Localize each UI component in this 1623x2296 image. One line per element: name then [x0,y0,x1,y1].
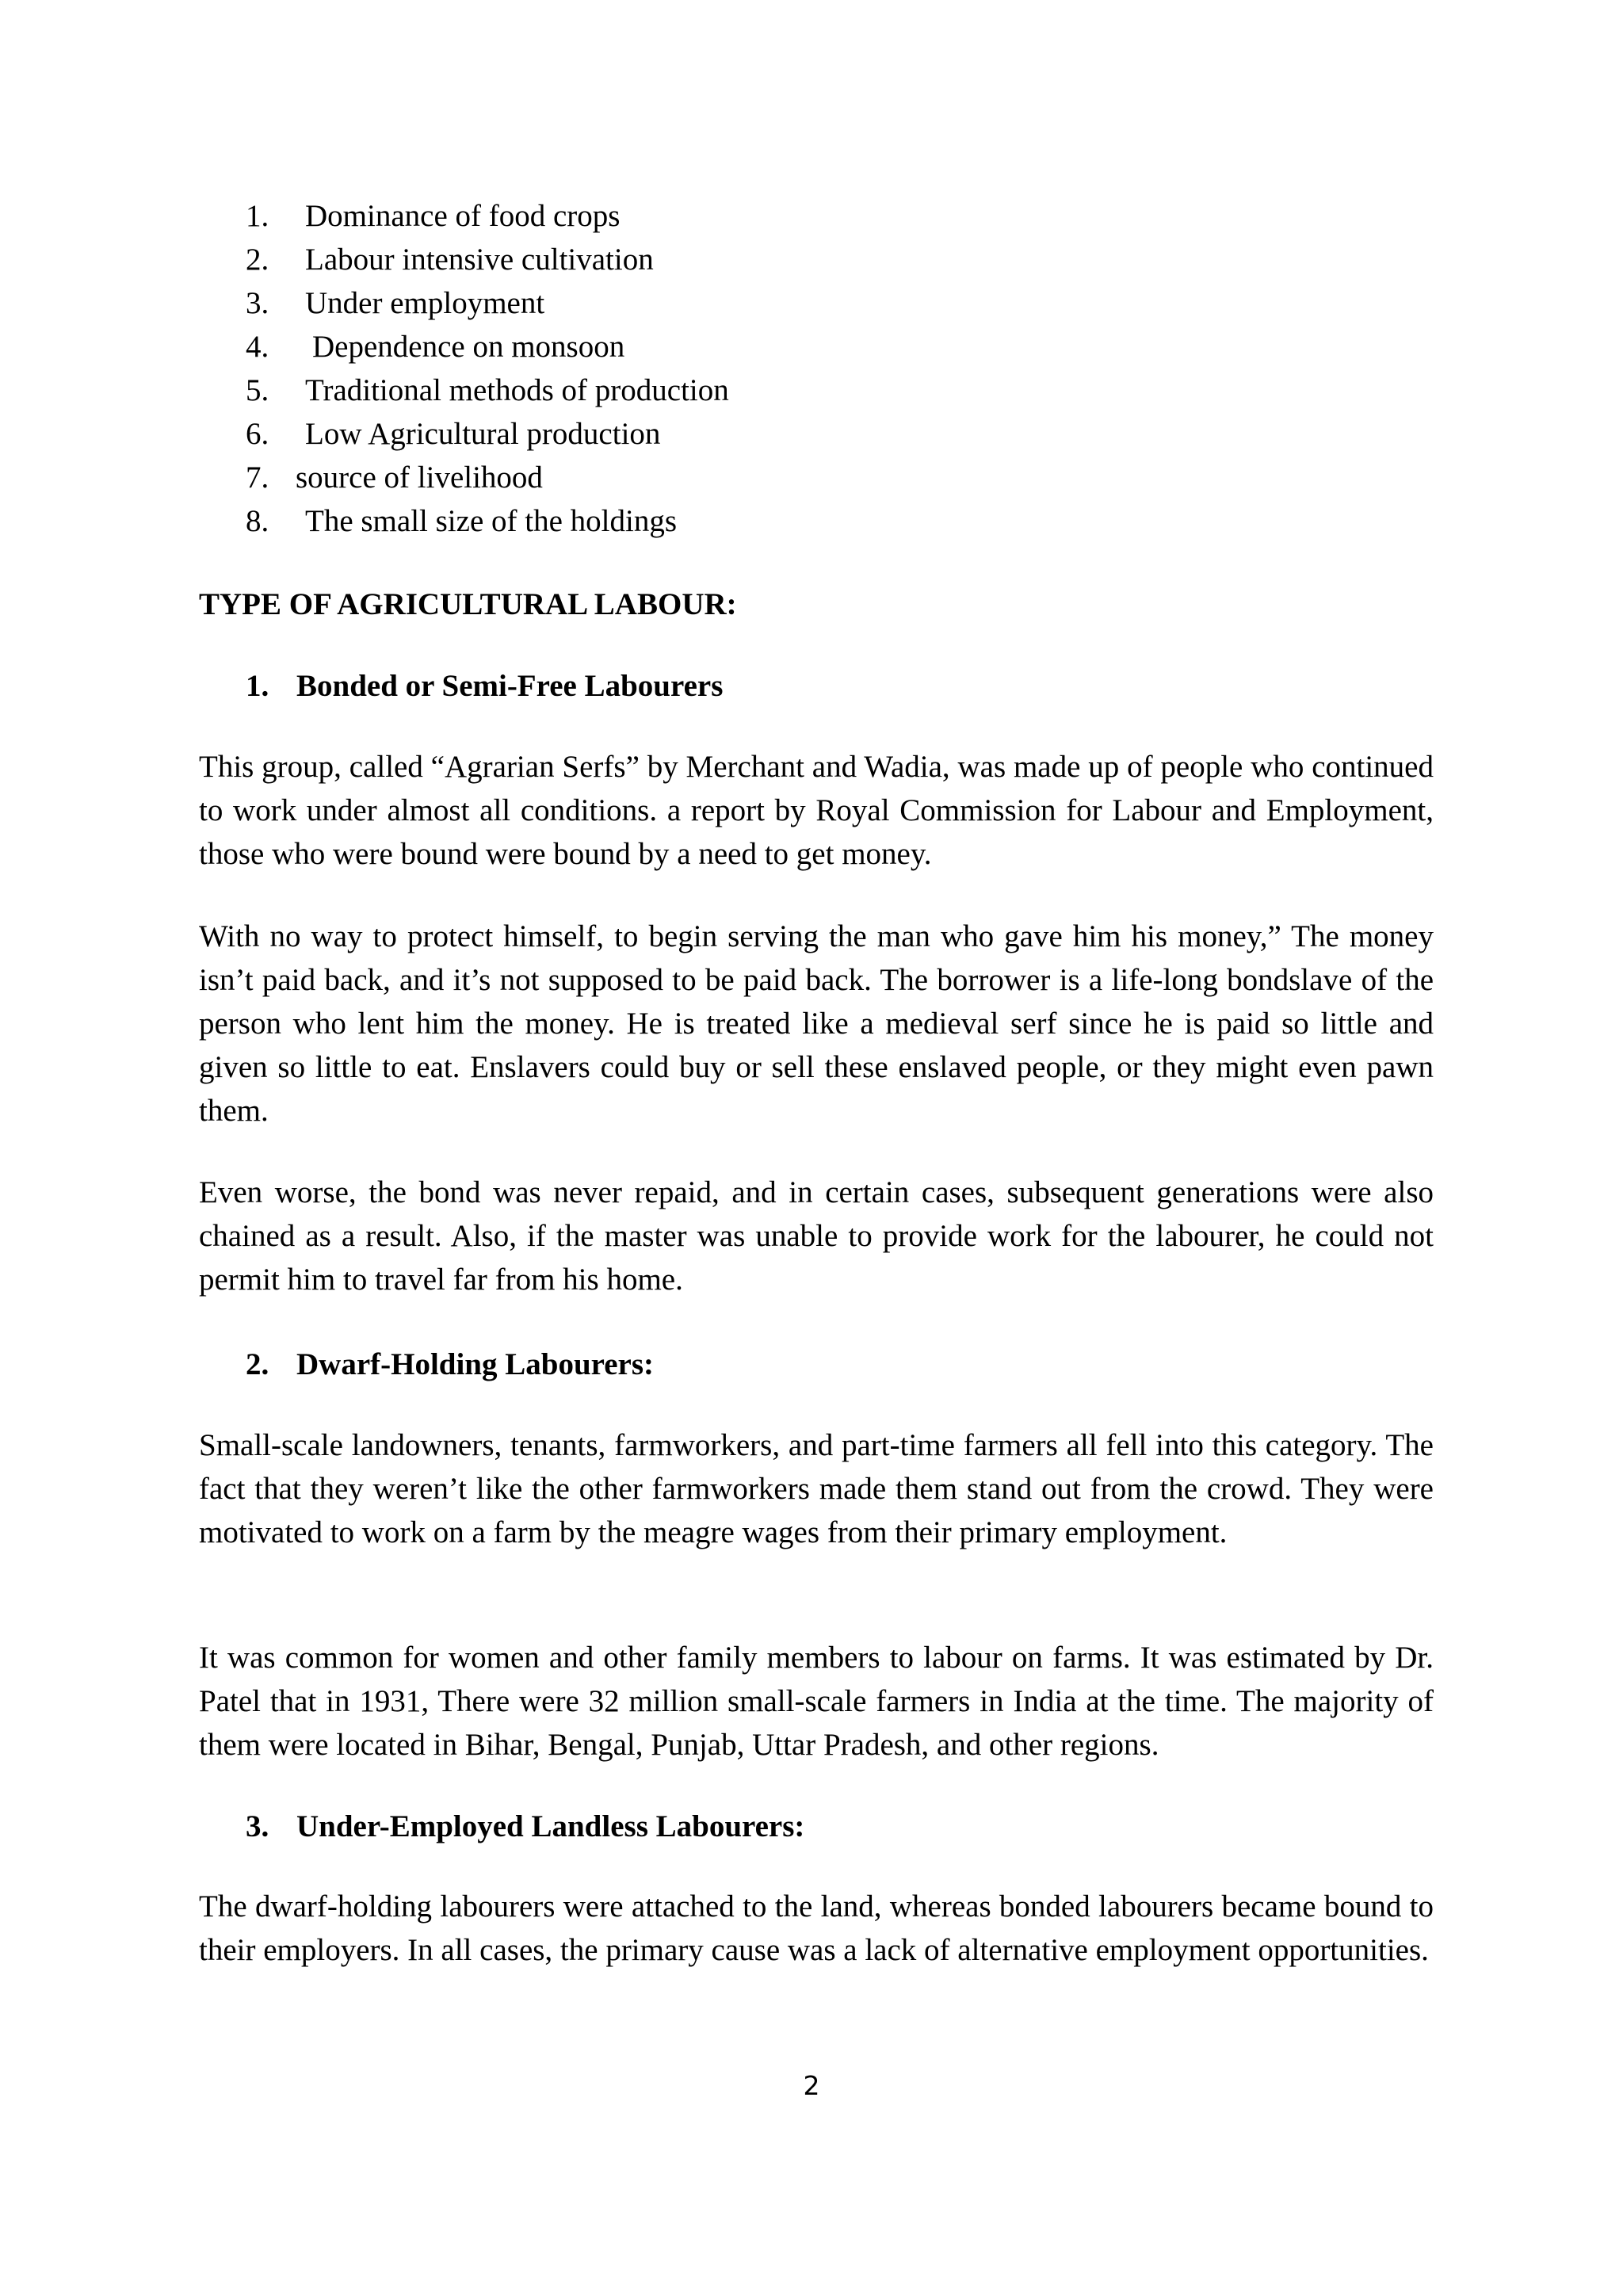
list-item-number: 1. [246,199,269,233]
paragraph: This group, called “Agrarian Serfs” by Merchant and Wadia, was made up of people who continued to work under almost all conditions. a report by Royal Commission for Labour and Employment, those who were bound were bound by a need to get money. [199,750,1434,871]
list-item-text: Under employment [305,286,545,320]
list-item-text: Low Agricultural production [305,417,661,451]
section-number: 1. [246,669,269,703]
section-heading [246,1805,804,1848]
list-item-text: source of livelihood [296,460,543,495]
section-number: 3. [246,1809,269,1843]
list-item-number: 8. [246,504,269,538]
paragraph: Even worse, the bond was never repaid, and in certain cases, subsequent generations were also chained as a result. Also, if the master was unable to provide work for the labourer, he could not permit him to travel far from his home. [199,1175,1434,1297]
section-title: Dwarf-Holding Labourers: [296,1347,655,1381]
section-heading [246,1343,654,1386]
section-title: Bonded or Semi-Free Labourers [296,669,724,703]
list-item-number: 5. [246,373,269,407]
list-item-number: 4. [246,330,269,364]
paragraph: Small-scale landowners, tenants, farmworkers, and part-time farmers all fell into this category. The fact that they weren’t like the other farmworkers made them stand out from the crowd. They were motivated to work on a farm by the meagre wages from their primary employment. [199,1428,1434,1549]
list-item-number: 3. [246,286,269,320]
paragraph: It was common for women and other family members to labour on farms. It was estimated by Dr. Patel that in 1931, There were 32 million small-scale farmers in India at the time. The majority of them were located in Bihar, Bengal, Punjab, Uttar Pradesh, and other regions. [199,1641,1434,1762]
list-item-number: 7. [246,460,269,495]
list-item-number: 6. [246,417,269,451]
list-item-text: Traditional methods of production [305,373,729,407]
section-heading [246,664,723,708]
paragraph: With no way to protect himself, to begin serving the man who gave him his money,” The money isn’t paid back, and it’s not supposed to be paid back. The borrower is a life-long bondslave of the person who lent him the money. He is treated like a medieval serf since he is paid so little and given so little to eat. Enslavers could buy or sell these enslaved people, or they might even pawn them. [199,919,1434,1128]
list-item-text: Dominance of food crops [305,199,621,233]
paragraph: The dwarf-holding labourers were attached to the land, whereas bonded labourers became bound to their employers. In all cases, the primary cause was a lack of alternative employment opportunities. [199,1889,1434,1967]
list-item-text: The small size of the holdings [305,504,677,538]
list-item-text: Labour intensive cultivation [305,243,654,277]
section-number: 2. [246,1347,269,1381]
main-heading: TYPE OF AGRICULTURAL LABOUR: [199,587,737,621]
list-item-number: 2. [246,243,269,277]
page-number: 2 [803,2070,820,2101]
list-item-text: Dependence on monsoon [312,330,625,364]
section-title: Under-Employed Landless Labourers: [296,1809,805,1843]
